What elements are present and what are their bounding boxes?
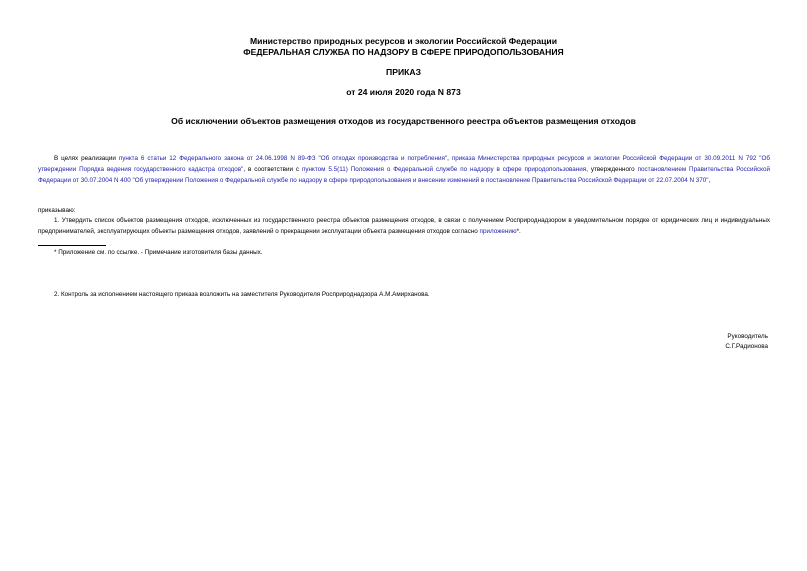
item-2-paragraph: 2. Контроль за исполнением настоящего приказа возложить на заместителя Руководителя Росприроднадзора А.М.Амирханова. xyxy=(54,291,430,298)
preamble-paragraph xyxy=(38,154,770,186)
regulation-clause-link[interactable]: пунктом 5.5(11) Положения о Федеральной службе по надзору в сфере природопользования xyxy=(301,165,587,173)
document-date: от 24 июля 2020 года N 873 xyxy=(346,87,461,97)
signature-name: С.Г.Радионова xyxy=(725,343,768,350)
item-1-text: 1. Утвердить список объектов размещения отходов, исключенных из государственного реестра объектов размещения отходов, в связи с получением Росприроднадзором в уведомительном порядке от юридических лиц и индивидуальных предпринимателей, эксплуатирующих объекты размещения отходов, заявлений о прекращении эксплуатации объекта размещения отходов согласно xyxy=(38,217,770,235)
service-name: ФЕДЕРАЛЬНАЯ СЛУЖБА ПО НАДЗОРУ В СФЕРЕ ПРИРОДОПОЛЬЗОВАНИЯ xyxy=(243,47,564,57)
preamble-text-2: , xyxy=(447,155,452,162)
preamble-text-5: , xyxy=(708,176,711,184)
ministry-name: Министерство природных ресурсов и экологии Российской Федерации xyxy=(250,36,557,46)
document-type: ПРИКАЗ xyxy=(386,67,421,77)
preamble-text-3: , в соответствии с xyxy=(243,165,302,173)
item-1-tail: *. xyxy=(516,227,521,235)
preamble-text-1: В целях реализации xyxy=(54,155,119,162)
ministry-order-link[interactable]: приказа Министерства природных ресурсов и экологии Российской Федерации от 30.09.2011 N 792 "Об утверждении Порядка ведения государственного кадастра отходов" xyxy=(38,155,770,173)
law-link[interactable]: пункта 6 статьи 12 Федерального закона от 24.06.1998 N 89-ФЗ "Об отходах производства и потребления" xyxy=(118,155,448,162)
item-1-paragraph xyxy=(38,216,770,238)
document-title: Об исключении объектов размещения отходов из государственного реестра объектов размещения отходов xyxy=(171,116,636,126)
appendix-link[interactable]: приложению xyxy=(479,227,517,235)
signature-position: Руководитель xyxy=(727,333,768,340)
footnote-separator xyxy=(38,245,106,246)
preamble-text-4: , утвержденного xyxy=(586,165,638,173)
order-word: приказываю: xyxy=(38,207,76,214)
government-resolution-link[interactable]: постановлением Правительства Российской Федерации от 30.07.2004 N 400 "Об утверждении Положения о Федеральной службе по надзору в сфере природопользования и внесении изменений в постановление Правительства Российской Федерации от 22.07.2004 N 370" xyxy=(38,165,770,184)
footnote: * Приложение см. по ссылке. - Примечание изготовителя базы данных. xyxy=(54,249,263,256)
